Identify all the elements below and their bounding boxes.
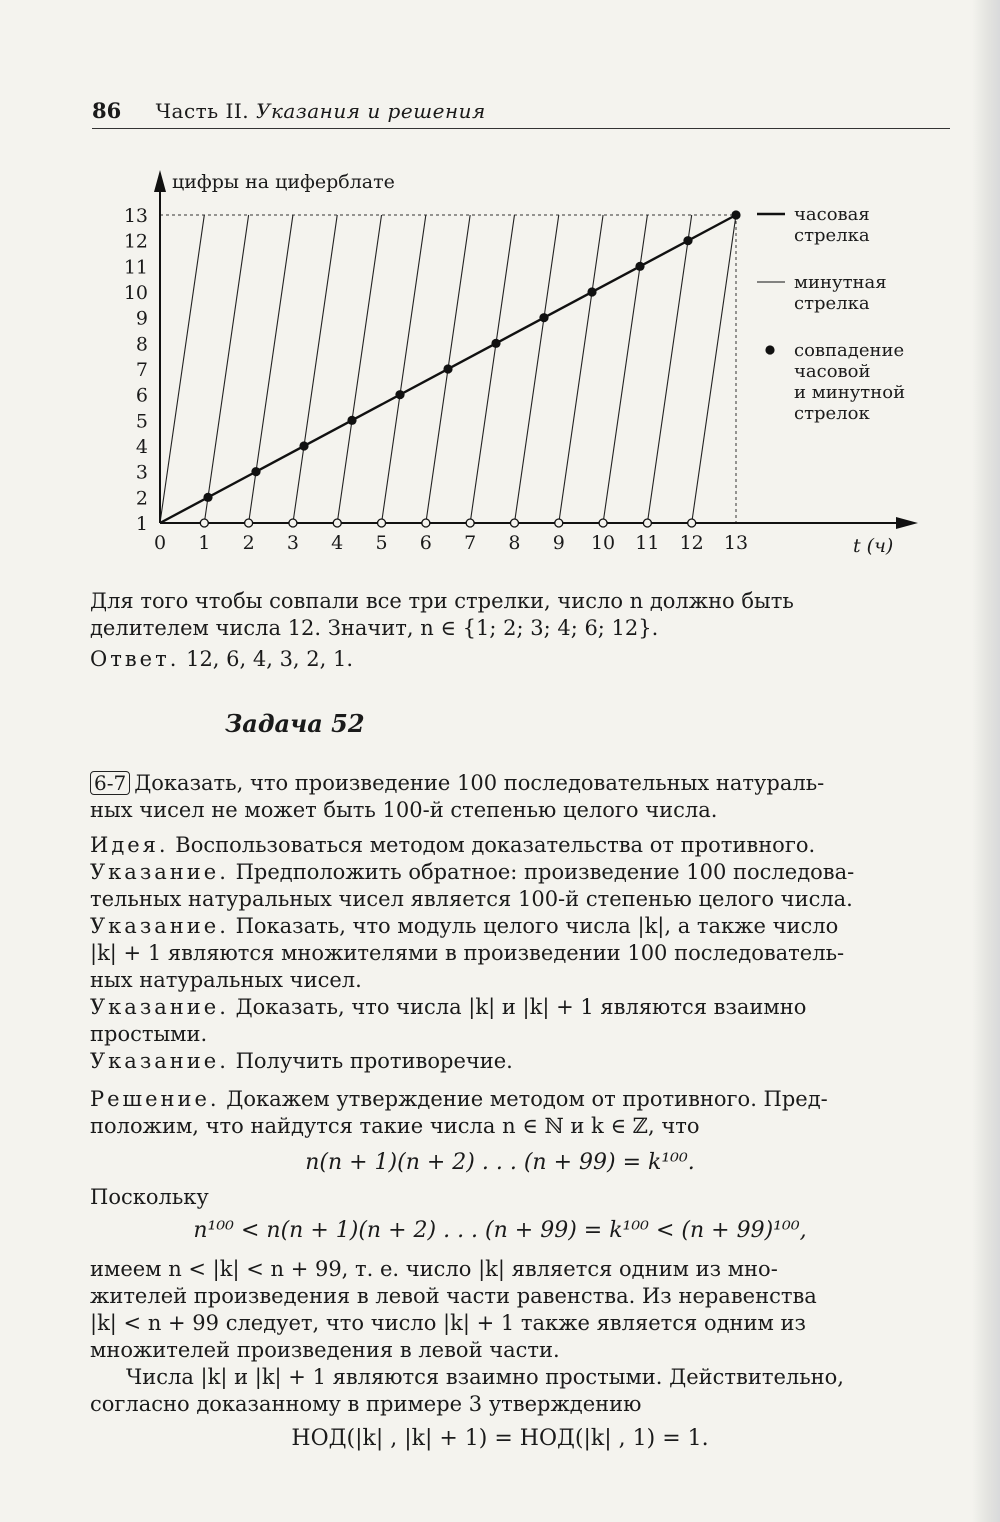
hint-label: Указание. — [90, 914, 229, 938]
text-line: множителей произведения в левой части. — [90, 1338, 560, 1362]
legend-label: стрелка — [794, 293, 870, 314]
minute-line-10 — [603, 215, 647, 523]
y-tick-label: 3 — [135, 461, 148, 484]
coincidence-point-5 — [395, 390, 404, 399]
coincidence-point-8 — [539, 313, 548, 322]
coincidence-point-10 — [635, 262, 644, 271]
hint-text: Доказать, что числа |k| и |k| + 1 являются взаимно — [235, 995, 807, 1019]
minute-line-1 — [204, 215, 248, 523]
axis-marker-10 — [599, 519, 607, 527]
text-line: согласно доказанному в примере 3 утверждению — [90, 1392, 642, 1416]
hint-line — [90, 994, 952, 1021]
hint-text: Получить противоречие. — [235, 1049, 513, 1073]
formula-inequality: n¹⁰⁰ < n(n + 1)(n + 2) . . . (n + 99) = k¹⁰⁰ < (n + 99)¹⁰⁰, — [193, 1218, 807, 1243]
text-line: ных чисел не может быть 100-й степенью целого числа. — [90, 798, 718, 822]
hint-label: Указание. — [90, 860, 229, 884]
x-tick-label: 11 — [635, 532, 660, 554]
text-line: положим, что найдутся такие числа n ∈ ℕ и k ∈ ℤ, что — [90, 1114, 700, 1138]
legend-label: часовая — [794, 204, 870, 225]
coincidence-point-2 — [251, 467, 260, 476]
formula-product: n(n + 1)(n + 2) . . . (n + 99) = k¹⁰⁰. — [305, 1150, 695, 1175]
idea-label: Идея. — [90, 833, 169, 857]
coincidence-point-6 — [443, 364, 452, 373]
text-line: Числа |k| и |k| + 1 являются взаимно простыми. Действительно, — [126, 1365, 844, 1389]
hint-label: Указание. — [90, 1049, 229, 1073]
y-axis-arrow — [154, 170, 166, 192]
y-tick-label: 6 — [135, 384, 148, 407]
y-tick-label: 11 — [123, 256, 148, 279]
y-tick-label: 9 — [135, 307, 148, 330]
minute-line-7 — [470, 215, 514, 523]
y-tick-label: 8 — [135, 333, 148, 356]
paragraph-factor — [90, 1256, 952, 1364]
hint-line — [90, 913, 952, 940]
x-tick-label: 3 — [286, 532, 299, 554]
y-tick-label: 10 — [123, 282, 148, 304]
grade-badge: 6-7 — [90, 771, 130, 795]
solution-line — [90, 1086, 952, 1113]
legend-label: стрелок — [794, 403, 870, 424]
page-number: 86 — [92, 98, 122, 123]
task-statement — [90, 770, 952, 824]
minute-line-12 — [692, 215, 736, 523]
text-line: простыми. — [90, 1022, 208, 1046]
minute-line-3 — [293, 215, 337, 523]
axis-marker-5 — [378, 519, 386, 527]
axis-marker-9 — [555, 519, 563, 527]
x-tick-label: 5 — [375, 532, 388, 554]
x-tick-label: 0 — [153, 532, 167, 554]
answer-value: 12, 6, 4, 3, 2, 1. — [186, 647, 354, 671]
x-tick-label: 7 — [464, 532, 477, 554]
x-axis-arrow — [896, 517, 918, 529]
task-title: Задача 52 — [225, 709, 365, 738]
legend-swatch-dot — [765, 345, 774, 354]
solution-intro — [90, 1086, 952, 1140]
header-part: Часть II. — [155, 99, 250, 123]
text-line: тельных натуральных чисел является 100-й степенью целого числа. — [90, 887, 853, 911]
minute-line-0 — [160, 215, 204, 523]
minute-line-5 — [382, 215, 426, 523]
solution-text: Докажем утверждение методом от противного. Пред- — [226, 1087, 828, 1111]
x-axis-label: t (ч) — [853, 535, 894, 557]
axis-marker-7 — [466, 519, 474, 527]
legend-label: часовой — [794, 361, 871, 382]
answer-label: Ответ. — [90, 647, 180, 671]
y-tick-label: 1 — [135, 513, 148, 535]
paragraph-coprime — [90, 1364, 952, 1418]
clock-chart — [0, 0, 1000, 580]
x-tick-label: 1 — [198, 532, 211, 554]
x-tick-label: 9 — [552, 532, 565, 554]
chart-legend — [757, 204, 905, 424]
task-line-1: Доказать, что произведение 100 последовательных натураль- — [134, 771, 825, 795]
y-tick-label: 4 — [135, 436, 148, 458]
hint-text: Показать, что модуль целого числа |k|, а также число — [235, 914, 839, 938]
header-section: Указания и решения — [256, 99, 486, 123]
minute-line-11 — [647, 215, 691, 523]
axis-marker-1 — [200, 519, 208, 527]
coincidence-point-7 — [491, 339, 500, 348]
text-line: имеем n < |k| < n + 99, т. е. число |k| является одним из мно- — [90, 1257, 778, 1281]
x-tick-label: 13 — [723, 532, 749, 554]
minute-line-4 — [337, 215, 381, 523]
coincidence-point-11 — [683, 236, 692, 245]
idea-line — [90, 832, 952, 859]
hint-line — [90, 1048, 952, 1075]
axis-marker-12 — [688, 519, 696, 527]
x-tick-label: 2 — [242, 532, 255, 554]
coincidence-point-12 — [731, 210, 740, 219]
y-tick-label: 13 — [123, 205, 148, 227]
x-tick-label: 12 — [679, 532, 704, 554]
x-tick-label: 6 — [419, 532, 432, 554]
minute-line-2 — [249, 215, 293, 523]
since-line: Поскольку — [90, 1185, 209, 1209]
minute-line-8 — [514, 215, 558, 523]
solution-label: Решение. — [90, 1087, 220, 1111]
legend-label: и минутной — [794, 382, 906, 403]
hint-line — [90, 859, 952, 886]
y-axis-label: цифры на циферблате — [172, 171, 395, 193]
axis-marker-3 — [289, 519, 297, 527]
y-tick-label: 12 — [123, 230, 148, 253]
text-line: |k| + 1 являются множителями в произведении 100 последователь- — [90, 941, 845, 965]
coincidence-point-1 — [203, 493, 212, 502]
x-tick-label: 10 — [590, 532, 616, 554]
x-tick-label: 4 — [331, 532, 344, 554]
chart-points — [200, 210, 740, 527]
text-line: жителей произведения в левой части равенства. Из неравенства — [90, 1284, 817, 1308]
x-tick-label: 8 — [508, 532, 521, 554]
minute-line-9 — [559, 215, 603, 523]
coincidence-point-4 — [347, 416, 356, 425]
y-tick-label: 2 — [135, 487, 148, 510]
legend-label: стрелка — [794, 225, 870, 246]
axis-marker-11 — [643, 519, 651, 527]
text-line: ных натуральных чисел. — [90, 968, 362, 992]
text-line: Для того чтобы совпали все три стрелки, число n должно быть — [90, 589, 794, 613]
formula-gcd: НОД(|k| , |k| + 1) = НОД(|k| , 1) = 1. — [291, 1426, 709, 1451]
axis-marker-8 — [510, 519, 518, 527]
axis-marker-4 — [333, 519, 341, 527]
axis-marker-6 — [422, 519, 430, 527]
legend-label: совпадение — [794, 340, 905, 361]
text-line: делителем числа 12. Значит, n ∈ {1; 2; 3; 4; 6; 12}. — [90, 616, 659, 640]
y-tick-label: 5 — [135, 410, 148, 433]
coincidence-point-9 — [587, 287, 596, 296]
answer-line — [90, 646, 952, 673]
axis-marker-2 — [245, 519, 253, 527]
hint-text: Предположить обратное: произведение 100 последова- — [235, 860, 855, 884]
idea-text: Воспользоваться методом доказательства от противного. — [175, 833, 816, 857]
text-line: |k| < n + 99 следует, что число |k| + 1 также является одним из — [90, 1311, 806, 1335]
legend-label: минутная — [794, 272, 887, 293]
hint-label: Указание. — [90, 995, 229, 1019]
y-tick-label: 7 — [135, 359, 148, 381]
hints-block — [90, 832, 952, 1075]
text-line — [90, 770, 952, 797]
paragraph-divisors — [90, 588, 952, 642]
coincidence-point-3 — [299, 441, 308, 450]
